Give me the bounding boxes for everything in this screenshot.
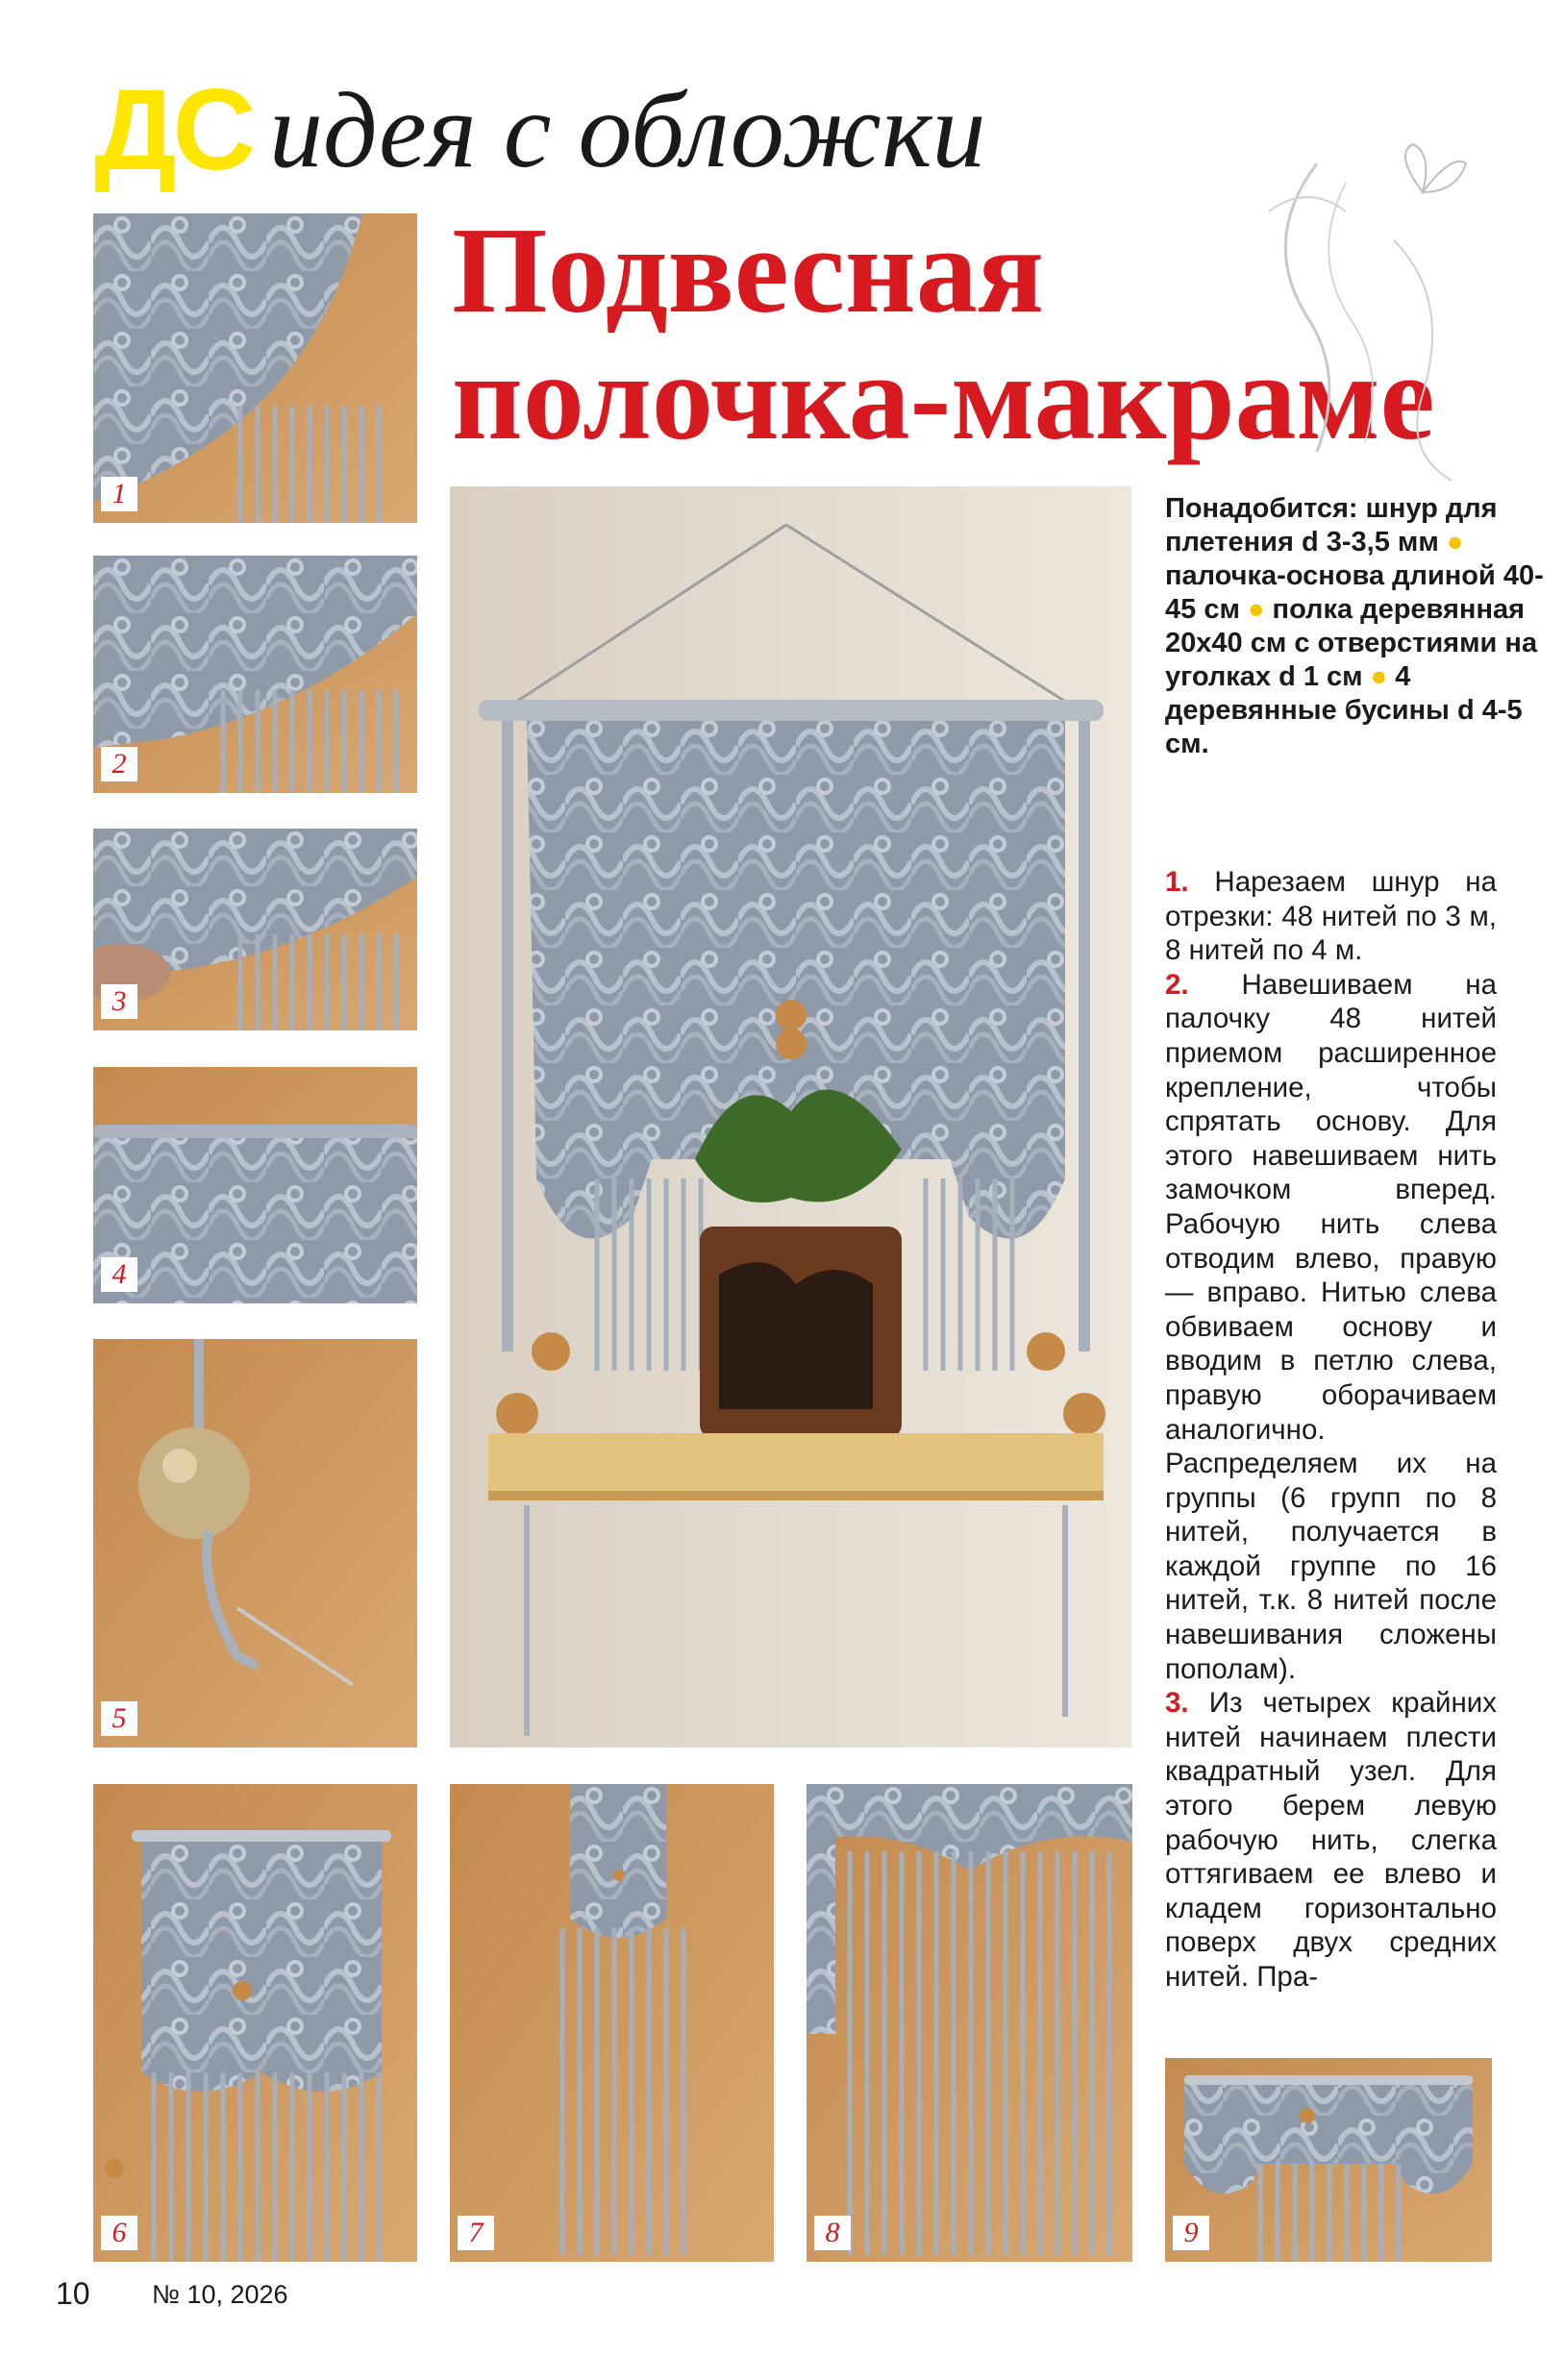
- step-number: 1.: [1165, 866, 1189, 898]
- photo-number: 3: [101, 984, 137, 1019]
- bullet-icon: ●: [1370, 661, 1396, 692]
- butterfly-icon: [1405, 144, 1466, 192]
- photo-number: 8: [814, 2216, 851, 2250]
- step-photo-6: [93, 1784, 417, 2262]
- article-title-line1: Подвесная: [452, 202, 1044, 338]
- materials-item: 4 деревянные бусины d 4-5 см.: [1165, 661, 1523, 759]
- step-photo-5: [93, 1339, 417, 1748]
- page-number: 10: [56, 2276, 90, 2311]
- step-photo-9: [1165, 2058, 1492, 2262]
- butterfly-sketch-decoration: [1202, 125, 1528, 490]
- step-paragraph: [1165, 968, 1497, 1686]
- photo-number: 7: [458, 2216, 494, 2250]
- step-text: Нарезаем шнур на отрезки: 48 нитей по 3 м, 8 нитей по 4 м.: [1165, 866, 1497, 967]
- step-photo-4: [93, 1067, 417, 1303]
- photo-number: 5: [101, 1701, 137, 1736]
- photo-number: 4: [101, 1257, 137, 1292]
- step-photo-3: [93, 829, 417, 1030]
- main-photo-macrame-shelf: [450, 486, 1131, 1748]
- step-paragraph: [1165, 865, 1497, 968]
- bullet-icon: ●: [1446, 527, 1464, 558]
- step-photo-2: [93, 556, 417, 793]
- materials-intro: Понадобится: шнур для плетения d 3-3,5 мм: [1165, 493, 1498, 558]
- materials-item: палочка-основа длиной 40-45 см: [1165, 560, 1544, 625]
- magazine-logo: ДС: [94, 65, 253, 194]
- bullet-icon: ●: [1247, 594, 1273, 625]
- section-title: идея с обложки: [269, 71, 986, 190]
- instructions-text: [1165, 865, 1497, 1995]
- materials-item: полка деревянная 20х40 см с отверстиями на уголках d 1 см: [1165, 594, 1538, 692]
- step-number: 2.: [1165, 968, 1189, 1001]
- photo-number: 9: [1173, 2216, 1209, 2250]
- step-text: Навешиваем на палочку 48 нитей приемом расширенное крепление, чтобы спрятать основу. Для этого навешиваем нить замочком вперед. Рабочую нить слева отводим влево, правую — вправо. Нитью слева обвиваем основу и вводим в петлю слева, правую оборачиваем аналогично. Распределяем их на группы (6 групп по 8 нитей, получается в каждой группе по 16 нитей, т.к. 8 нитей после навешивания сложены пополам).: [1165, 968, 1497, 1685]
- step-number: 3.: [1165, 1687, 1189, 1720]
- photo-number: 2: [101, 747, 137, 781]
- materials-list: [1165, 492, 1550, 761]
- step-photo-1: [93, 213, 417, 523]
- photo-number: 1: [101, 477, 137, 511]
- photo-number: 6: [101, 2216, 137, 2250]
- step-photo-7: [450, 1784, 774, 2262]
- step-paragraph: [1165, 1686, 1497, 1994]
- article-title-line2: полочка-макраме: [452, 329, 1435, 465]
- step-photo-8: [807, 1784, 1132, 2262]
- issue-number: № 10, 2026: [152, 2280, 288, 2309]
- step-text: Из четырех крайних нитей начинаем плести квадратный узел. Для этого берем левую рабочую нить, слегка оттягиваем ее влево и кладем горизонтально поверх двух средних нитей. Пра-: [1165, 1687, 1497, 1993]
